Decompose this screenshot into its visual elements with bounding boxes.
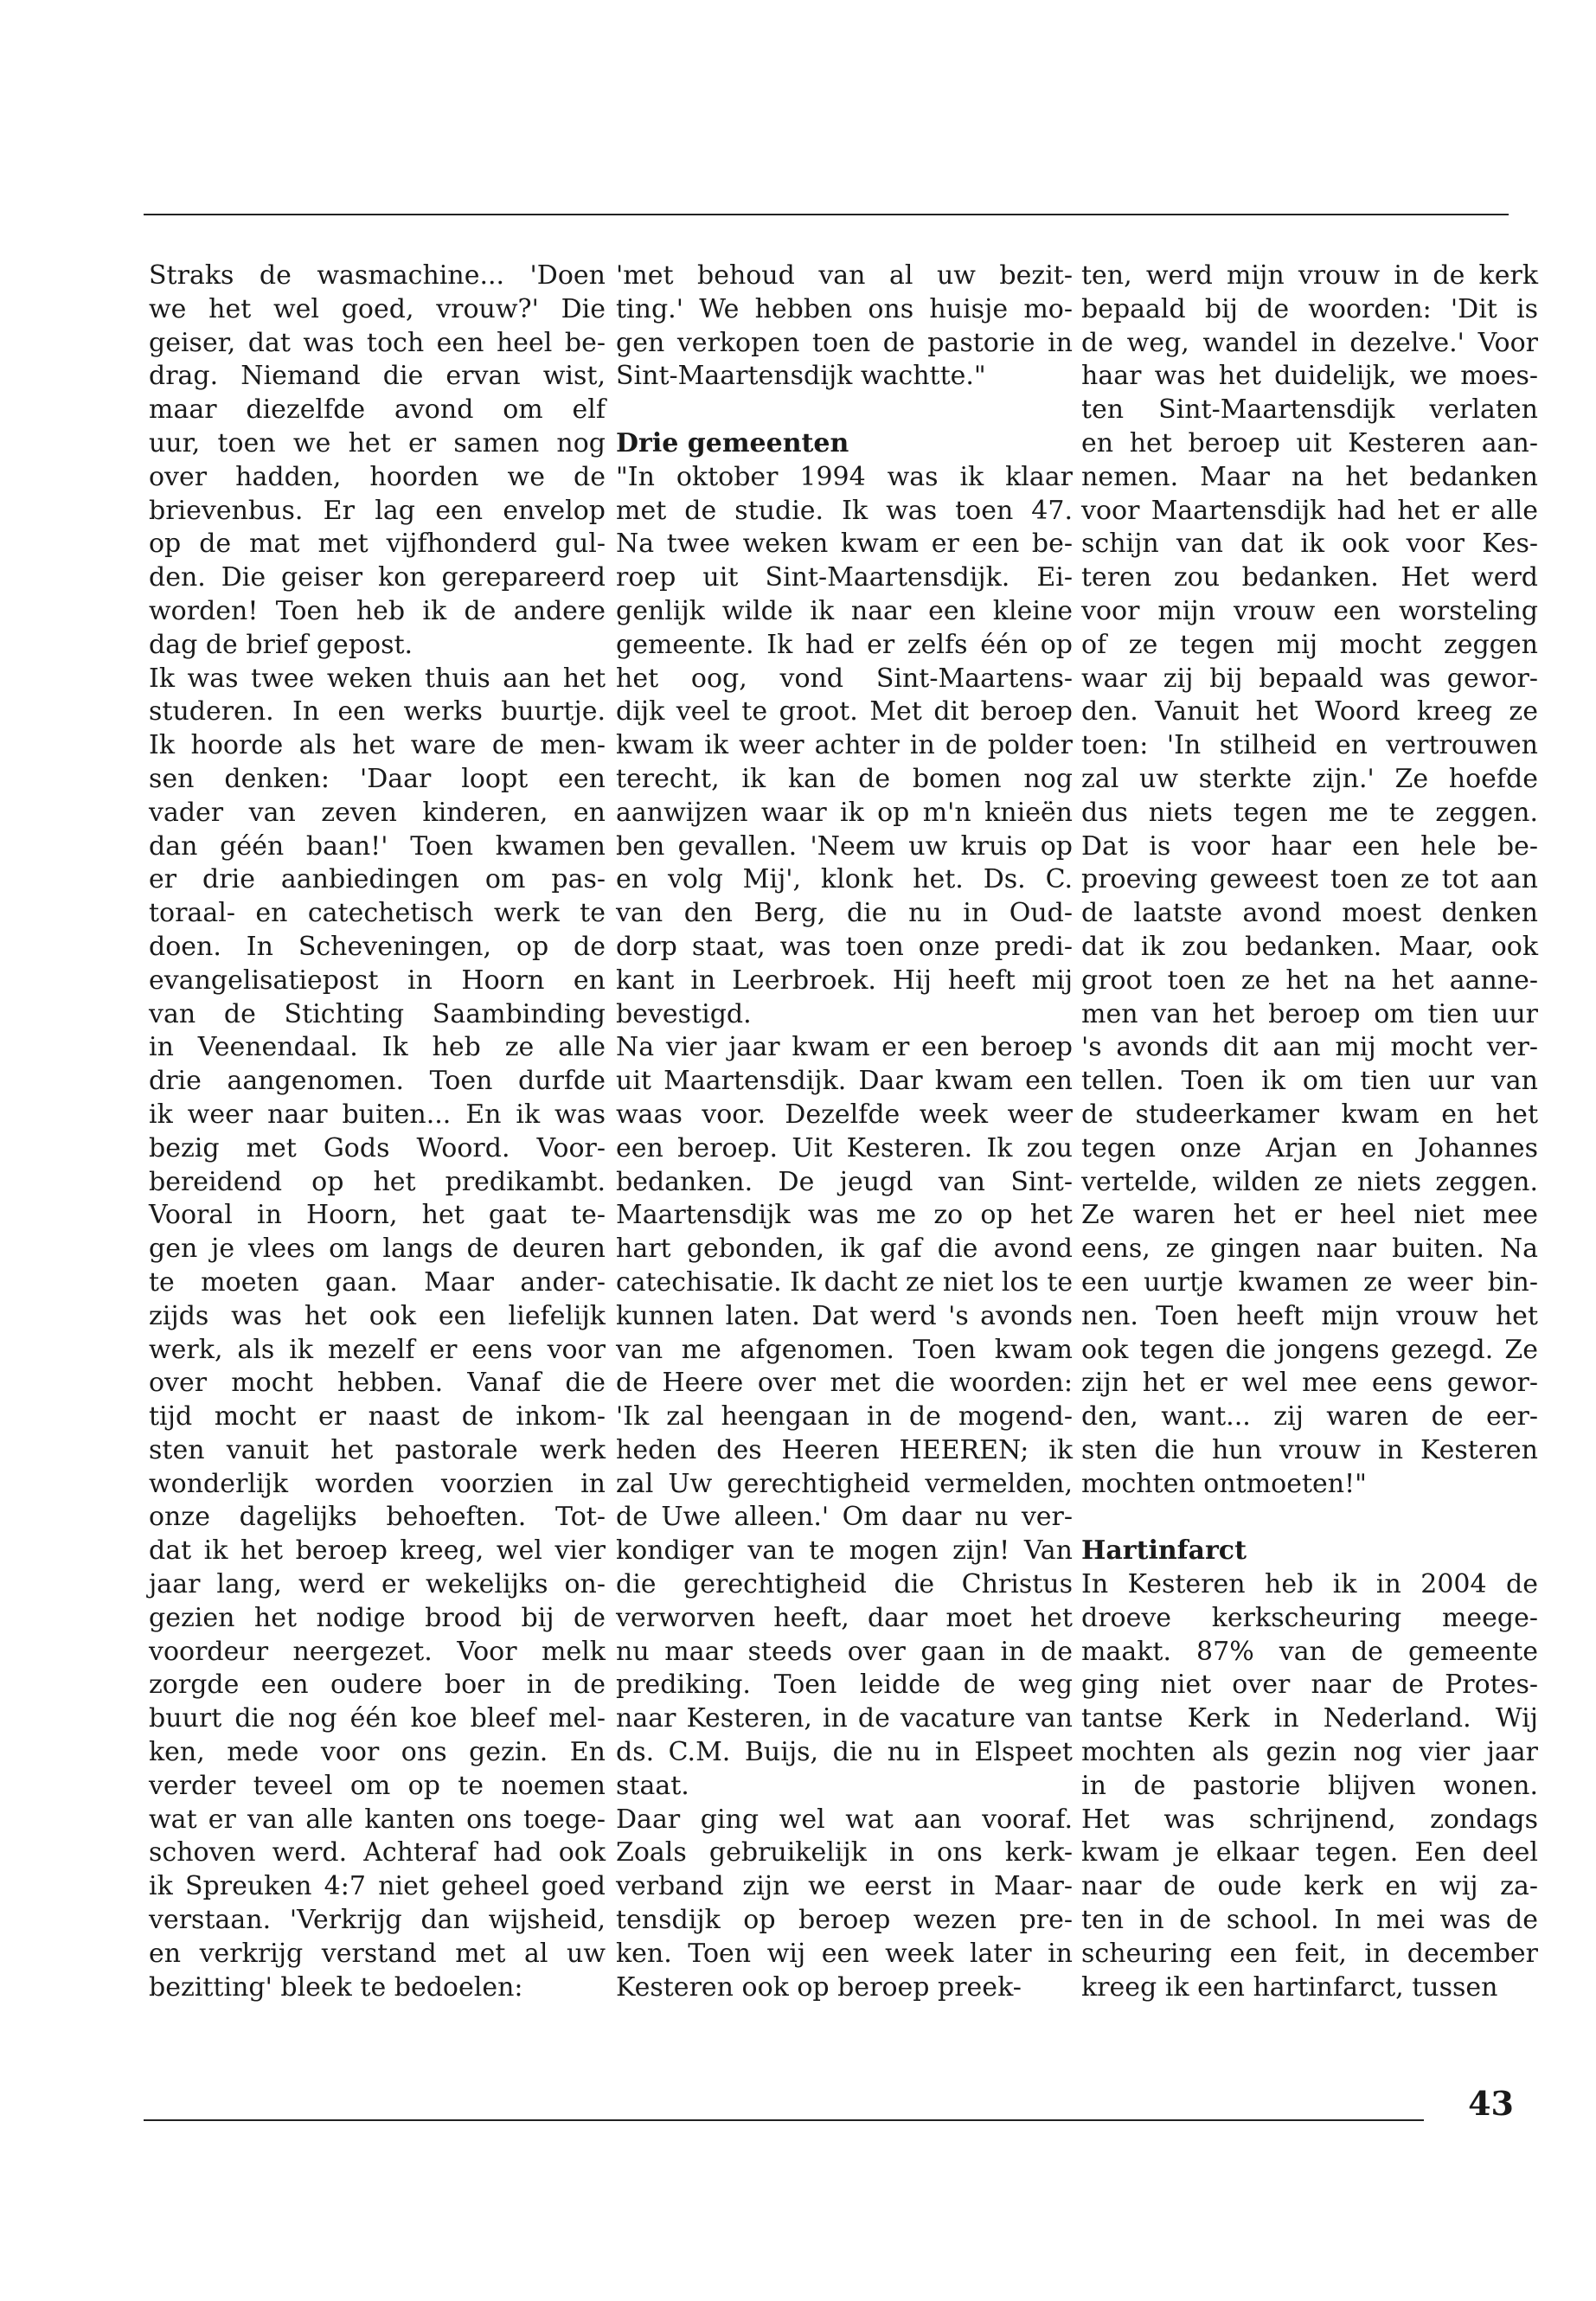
section-heading: Hartinfarct [1081,1535,1247,1567]
text-line: den. Die geiser kon gerepareerd [149,562,606,593]
text-line: wonderlijk worden voorzien in [149,1468,606,1499]
text-line: Dat is voor haar een hele be- [1081,830,1538,862]
text-line: verder teveel om op te noemen [149,1770,606,1801]
text-line: prediking. Toen leidde de weg [616,1670,1073,1701]
text-line: vader van zeven kinderen, en [149,797,606,828]
text-line: over mocht hebben. Vanaf die [149,1368,606,1399]
text-line: dag de brief gepost. [149,629,413,660]
text-line: in Veenendaal. Ik heb ze alle [149,1032,606,1063]
text-line: zorgde een oudere boer in de [149,1670,606,1701]
text-line: drie aangenomen. Toen durfde [149,1066,606,1097]
text-line: gen verkopen toen de pastorie in [616,327,1073,358]
text-line: kant in Leerbroek. Hij heeft mij [616,965,1073,996]
text-line: bepaald bij de woorden: 'Dit is [1081,293,1538,324]
text-line: zal Uw gerechtigheid vermelden, [616,1468,1073,1499]
text-line: voordeur neergezet. Voor melk [149,1636,606,1667]
text-line: men van het beroep om tien uur [1081,998,1538,1029]
text-line: Straks de wasmachine... 'Doen [149,260,606,291]
text-line: Sint-Maartensdijk wachtte." [616,361,986,392]
text-line: ging niet over naar de Protes- [1081,1670,1538,1701]
text-line: de weg, wandel in dezelve.' Voor [1081,327,1538,358]
text-line: kwam ik weer achter in de polder [616,730,1073,761]
text-line: een beroep. Uit Kesteren. Ik zou [616,1132,1073,1163]
text-line: Ze waren het er heel niet mee [1081,1200,1538,1231]
text-line: den. Vanuit het Woord kreeg ze [1081,696,1538,727]
section-heading: Drie gemeenten [616,427,849,458]
text-line: terecht, ik kan de bomen nog [616,763,1073,794]
text-line: heden des Heeren HEEREN; ik [616,1434,1073,1465]
text-line: uur, toen we het er samen nog [149,427,606,458]
text-line: dorp staat, was toen onze predi- [616,931,1073,962]
text-line: Zoals gebruikelijk in ons kerk- [616,1837,1073,1868]
column-3 [1081,260,1538,2004]
text-line: we het wel goed, vrouw?' Die [149,293,606,324]
text-line: voor Maartensdijk had het er alle [1081,495,1538,526]
text-line: in de pastorie blijven wonen. [1081,1770,1538,1801]
paragraph [1081,260,1538,1501]
text-line: de Uwe alleen.' Om daar nu ver- [616,1502,1073,1533]
text-line: 'Ik zal heengaan in de mogend- [616,1401,1073,1433]
text-line: toen: 'In stilheid en vertrouwen [1081,730,1538,761]
text-line: ken, mede voor ons gezin. En [149,1737,606,1768]
text-line: Na vier jaar kwam er een beroep [616,1032,1073,1063]
text-line: dus niets tegen me te zeggen. [1081,797,1538,828]
text-line: naar de oude kerk en wij za- [1081,1871,1538,1902]
text-line: bereidend op het predikambt. [149,1166,606,1197]
text-line: van den Berg, die nu in Oud- [616,898,1073,929]
text-line: jaar lang, werd er wekelijks on- [149,1569,606,1600]
text-line: ds. C.M. Buijs, die nu in Elspeet [616,1737,1073,1768]
text-line: proeving geweest toen ze tot aan [1081,864,1538,895]
text-line: ten in de school. In mei was de [1081,1905,1538,1936]
text-line: wat er van alle kanten ons toege- [149,1804,606,1835]
paragraph [616,260,1073,394]
text-line: geiser, dat was toch een heel be- [149,327,606,358]
text-line: gemeente. Ik had er zelfs één op [616,629,1073,660]
text-line: buurt die nog één koe bleef mel- [149,1703,606,1734]
text-line: de Heere over met die woorden: [616,1368,1073,1399]
text-line: genlijk wilde ik naar een kleine [616,595,1073,626]
text-line: tijd mocht er naast de inkom- [149,1401,606,1433]
paragraph [149,260,606,663]
text-line: 's avonds dit aan mij mocht ver- [1081,1032,1538,1063]
text-line: nen. Toen heeft mijn vrouw het [1081,1300,1538,1331]
text-line: die gerechtigheid die Christus [616,1569,1073,1600]
text-line: Na twee weken kwam er een be- [616,529,1073,560]
text-line: op de mat met vijfhonderd gul- [149,529,606,560]
text-line: zijn het er wel mee eens gewor- [1081,1368,1538,1399]
page-number: 43 [1468,2084,1514,2123]
text-line: bezig met Gods Woord. Voor- [149,1132,606,1163]
text-line: maakt. 87% van de gemeente [1081,1636,1538,1667]
text-line: kwam je elkaar tegen. Een deel [1081,1837,1538,1868]
text-line: en volg Mij', klonk het. Ds. C. [616,864,1073,895]
text-line: hart gebonden, ik gaf die avond [616,1234,1073,1265]
text-line: In Kesteren heb ik in 2004 de [1081,1569,1538,1600]
text-line: ken. Toen wij een week later in [616,1938,1073,1969]
text-line: tensdijk op beroep wezen pre- [616,1905,1073,1936]
paragraph-spacer [616,394,1073,427]
paragraph [1081,1568,1538,2004]
text-line: mochten ontmoeten!" [1081,1468,1367,1499]
text-line: toraal- en catechetisch werk te [149,898,606,929]
text-line: Ik hoorde als het ware de men- [149,730,606,761]
text-line: Ik was twee weken thuis aan het [149,663,606,694]
paragraph [616,1804,1073,2005]
text-line: roep uit Sint-Maartensdijk. Ei- [616,562,1073,593]
text-line: drag. Niemand die ervan wist, [149,361,606,392]
text-line: evangelisatiepost in Hoorn en [149,965,606,996]
text-line: waar zij bij bepaald was gewor- [1081,663,1538,694]
text-line: het oog, vond Sint-Maartens- [616,663,1073,694]
bottom-rule [144,2119,1424,2121]
text-line: ten Sint-Maartensdijk verlaten [1081,394,1538,426]
paragraph-spacer [1081,1501,1538,1535]
text-line: te moeten gaan. Maar ander- [149,1266,606,1298]
text-line: tantse Kerk in Nederland. Wij [1081,1703,1538,1734]
text-line: dijk veel te groot. Met dit beroep [616,696,1073,727]
text-line: ten, werd mijn vrouw in de kerk [1081,260,1538,291]
text-line: worden! Toen heb ik de andere [149,595,606,626]
text-line: Daar ging wel wat aan vooraf. [616,1804,1073,1835]
text-line: schoven werd. Achteraf had ook [149,1837,606,1868]
text-line: en het beroep uit Kesteren aan- [1081,427,1538,458]
text-line: tegen onze Arjan en Johannes [1081,1132,1538,1163]
text-line: dat ik zou bedanken. Maar, ook [1081,931,1538,962]
text-line: naar Kesteren, in de vacature van [616,1703,1073,1734]
text-line: tellen. Toen ik om tien uur van [1081,1066,1538,1097]
text-line: de studeerkamer kwam en het [1081,1099,1538,1130]
text-line: staat. [616,1770,689,1801]
text-line: van me afgenomen. Toen kwam [616,1334,1073,1365]
text-line: over hadden, hoorden we de [149,461,606,492]
text-line: bedanken. De jeugd van Sint- [616,1166,1073,1197]
text-line: gen je vlees om langs de deuren [149,1234,606,1265]
text-line: mochten als gezin nog vier jaar [1081,1737,1538,1768]
text-line: den, want... zij waren de eer- [1081,1401,1538,1433]
top-rule [144,214,1509,215]
text-line: en verkrijg verstand met al uw [149,1938,606,1969]
text-line: gezien het nodige brood bij de [149,1602,606,1633]
text-line: studeren. In een werks buurtje. [149,696,606,727]
text-line: onze dagelijks behoeften. Tot- [149,1502,606,1533]
text-line: ben gevallen. 'Neem uw kruis op [616,830,1073,862]
paragraph [149,663,606,2005]
text-line: kondiger van te mogen zijn! Van [616,1535,1073,1567]
text-line: dat ik het beroep kreeg, wel vier [149,1535,606,1567]
column-1 [149,260,606,2004]
text-line: nemen. Maar na het bedanken [1081,461,1538,492]
text-line: dan géén baan!' Toen kwamen [149,830,606,862]
text-line: eens, ze gingen naar buiten. Na [1081,1234,1538,1265]
text-line: ook tegen die jongens gezegd. Ze [1081,1334,1538,1365]
text-line: Kesteren ook op beroep preek- [616,1971,1022,2003]
text-line: 'met behoud van al uw bezit- [616,260,1073,291]
text-line: met de studie. Ik was toen 47. [616,495,1073,526]
text-line: haar was het duidelijk, we moes- [1081,361,1538,392]
text-line: Maartensdijk was me zo op het [616,1200,1073,1231]
paragraph [616,461,1073,1032]
text-line: kreeg ik een hartinfarct, tussen [1081,1971,1498,2003]
text-line: werk, als ik mezelf er eens voor [149,1334,606,1365]
text-line: voor mijn vrouw een worsteling [1081,595,1538,626]
text-line: uit Maartensdijk. Daar kwam een [616,1066,1073,1097]
text-line: verband zijn we eerst in Maar- [616,1871,1073,1902]
text-line: zal uw sterkte zijn.' Ze hoefde [1081,763,1538,794]
text-line: brievenbus. Er lag een envelop [149,495,606,526]
text-line: waas voor. Dezelfde week weer [616,1099,1073,1130]
text-line: sten die hun vrouw in Kesteren [1081,1434,1538,1465]
text-line: bezitting' bleek te bedoelen: [149,1971,523,2003]
text-line: verworven heeft, daar moet het [616,1602,1073,1633]
text-line: verstaan. 'Verkrijg dan wijsheid, [149,1905,606,1936]
text-line: aanwijzen waar ik op m'n knieën [616,797,1073,828]
paragraph [616,1031,1073,1803]
text-line: ik weer naar buiten... En ik was [149,1099,606,1130]
text-line: sten vanuit het pastorale werk [149,1434,606,1465]
text-line: teren zou bedanken. Het werd [1081,562,1538,593]
text-line: nu maar steeds over gaan in de [616,1636,1073,1667]
text-line: vertelde, wilden ze niets zeggen. [1081,1166,1538,1197]
text-line: sen denken: 'Daar loopt een [149,763,606,794]
text-line: Het was schrijnend, zondags [1081,1804,1538,1835]
text-line: maar diezelfde avond om elf [149,394,606,426]
text-line: "In oktober 1994 was ik klaar [616,461,1073,492]
text-line: een uurtje kwamen ze weer bin- [1081,1266,1538,1298]
text-line: er drie aanbiedingen om pas- [149,864,606,895]
text-line: schijn van dat ik ook voor Kes- [1081,529,1538,560]
column-2 [616,260,1073,2004]
text-line: ting.' We hebben ons huisje mo- [616,293,1073,324]
text-line: zijds was het ook een liefelijk [149,1300,606,1331]
text-line: droeve kerkscheuring meege- [1081,1602,1538,1633]
text-line: Vooral in Hoorn, het gaat te- [149,1200,606,1231]
text-line: scheuring een feit, in december [1081,1938,1538,1969]
text-line: catechisatie. Ik dacht ze niet los te [616,1266,1073,1298]
text-line: of ze tegen mij mocht zeggen [1081,629,1538,660]
text-line: van de Stichting Saambinding [149,998,606,1029]
text-line: ik Spreuken 4:7 niet geheel goed [149,1871,606,1902]
text-line: de laatste avond moest denken [1081,898,1538,929]
text-line: groot toen ze het na het aanne- [1081,965,1538,996]
text-line: doen. In Scheveningen, op de [149,931,606,962]
text-line: bevestigd. [616,998,752,1029]
text-line: kunnen laten. Dat werd 's avonds [616,1300,1073,1331]
